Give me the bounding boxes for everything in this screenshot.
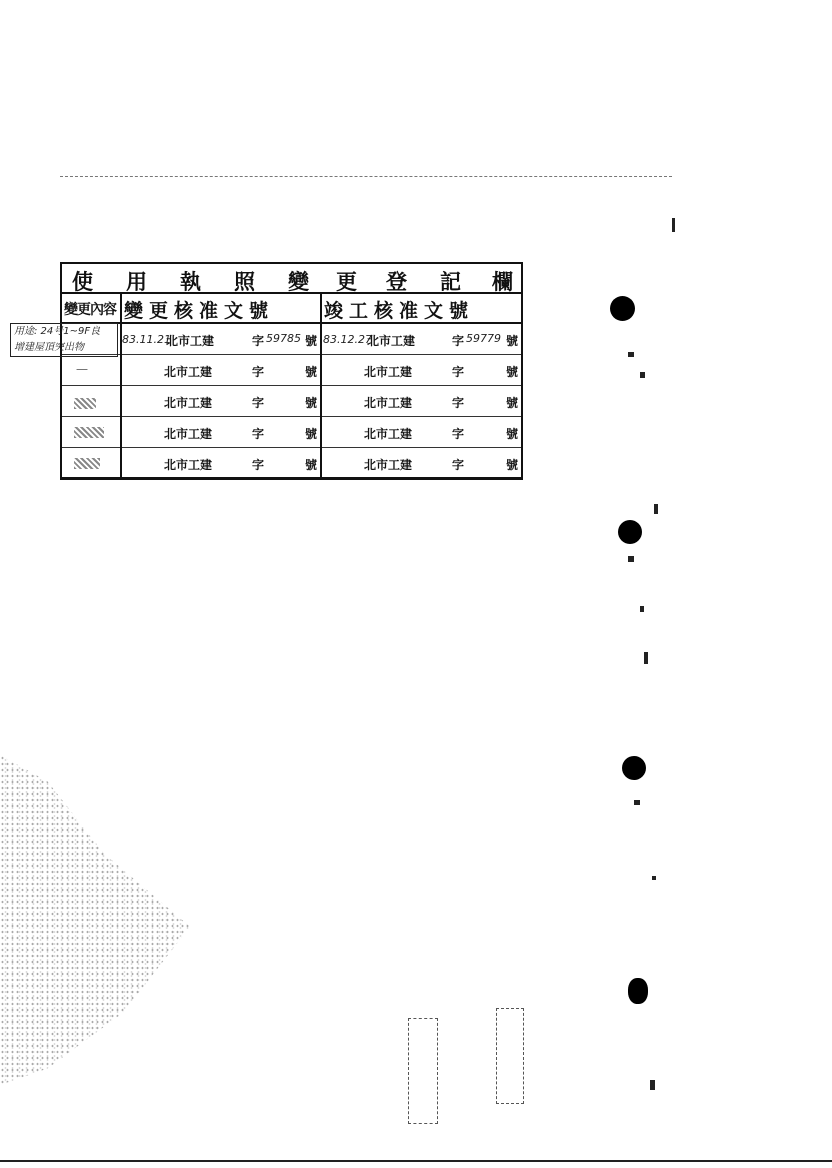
title-char: 照 <box>234 269 255 294</box>
completion-date: 83.12.27 <box>323 333 372 346</box>
header-change-content: 變更內容 <box>64 302 116 318</box>
table-row <box>62 448 521 479</box>
completion-hao: 號 <box>506 427 519 441</box>
row-mark-smudge <box>74 427 104 438</box>
scan-noise <box>0 755 190 1085</box>
punch-hole <box>610 296 635 321</box>
table-row <box>62 417 521 448</box>
header-row <box>62 294 521 324</box>
change-date: 83.11.21 <box>122 333 171 346</box>
change-zi: 字 <box>252 458 265 472</box>
completion-zi: 字 <box>452 458 465 472</box>
change-prefix: 北市工建 <box>164 365 213 379</box>
scan-speck <box>654 504 658 514</box>
margin-note-line: 用途: 24号1~9F良 <box>14 326 101 337</box>
scan-speck <box>640 372 645 378</box>
top-dashed-rule <box>60 176 672 177</box>
scan-speck <box>650 1080 655 1090</box>
register-title <box>62 264 521 294</box>
completion-prefix: 北市工建 <box>367 334 416 348</box>
change-prefix: 北市工建 <box>166 334 215 348</box>
margin-note-line: 增建屋頂突出物 <box>14 342 84 353</box>
scan-speck <box>628 556 634 562</box>
change-prefix: 北市工建 <box>164 427 213 441</box>
completion-hao: 號 <box>506 334 519 348</box>
table-row <box>62 324 521 355</box>
completion-zi: 字 <box>452 427 465 441</box>
completion-prefix: 北市工建 <box>364 396 413 410</box>
title-char: 記 <box>440 269 461 294</box>
scan-speck <box>634 800 640 805</box>
header-completion-approval-no: 竣工核准文號 <box>324 300 475 322</box>
scan-speck <box>652 876 656 880</box>
scan-speck <box>640 606 644 612</box>
change-zi: 字 <box>252 396 265 410</box>
change-hao: 號 <box>305 427 318 441</box>
table-row <box>62 386 521 417</box>
page-bottom-edge <box>0 1160 832 1162</box>
completion-hao: 號 <box>506 396 519 410</box>
completion-prefix: 北市工建 <box>364 365 413 379</box>
column-divider <box>120 294 122 477</box>
usage-license-change-register <box>60 262 523 480</box>
scan-speck <box>672 218 675 232</box>
change-zi: 字 <box>252 334 265 348</box>
completion-prefix: 北市工建 <box>364 427 413 441</box>
title-char: 用 <box>126 269 147 294</box>
header-change-approval-no: 變更核准文號 <box>124 300 275 322</box>
completion-zi: 字 <box>452 365 465 379</box>
change-prefix: 北市工建 <box>164 396 213 410</box>
completion-zi: 字 <box>452 396 465 410</box>
change-zi: 字 <box>252 365 265 379</box>
change-hao: 號 <box>305 334 318 348</box>
punch-hole <box>618 520 642 544</box>
row-mark: — <box>76 362 88 376</box>
change-hao: 號 <box>305 396 318 410</box>
row-mark-smudge <box>74 458 100 469</box>
completion-hao: 號 <box>506 458 519 472</box>
table-row <box>62 355 521 386</box>
title-char: 執 <box>180 269 201 294</box>
row-mark-smudge <box>74 398 96 409</box>
completion-prefix: 北市工建 <box>364 458 413 472</box>
faint-stamp <box>496 1008 524 1104</box>
title-char: 欄 <box>492 269 513 294</box>
faint-stamp <box>408 1018 438 1124</box>
title-char: 登 <box>386 269 407 294</box>
completion-number: 59779 <box>466 332 501 345</box>
completion-zi: 字 <box>452 334 465 348</box>
change-prefix: 北市工建 <box>164 458 213 472</box>
column-divider <box>320 294 322 477</box>
scan-speck <box>644 652 648 664</box>
title-char: 使 <box>72 269 93 294</box>
completion-hao: 號 <box>506 365 519 379</box>
scan-speck <box>628 352 634 357</box>
change-zi: 字 <box>252 427 265 441</box>
title-char: 更 <box>336 269 357 294</box>
change-hao: 號 <box>305 458 318 472</box>
change-number: 59785 <box>266 332 301 345</box>
handwritten-margin-note <box>10 323 118 357</box>
punch-hole <box>622 756 646 780</box>
title-char: 變 <box>288 269 309 294</box>
change-hao: 號 <box>305 365 318 379</box>
punch-hole <box>628 978 648 1004</box>
